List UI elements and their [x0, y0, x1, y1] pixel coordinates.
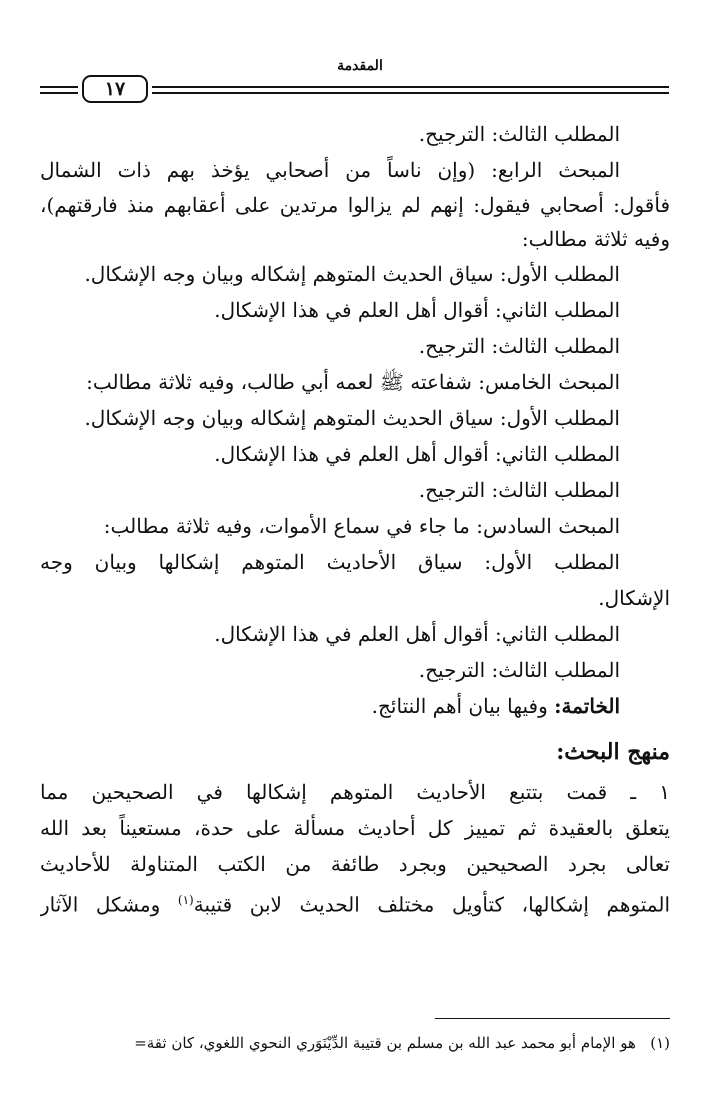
- page-number-box: [82, 75, 148, 103]
- text-line: المطلب الثاني: أقوال أهل العلم في هذا الإشكال.: [214, 442, 620, 466]
- conclusion-text: وفيها بيان أهم النتائج.: [371, 694, 555, 718]
- text-line: المطلب الثالث: الترجيح.: [418, 334, 620, 358]
- footnote-continuation-mark: =: [134, 1034, 147, 1052]
- text-line: المطلب الثالث: الترجيح.: [418, 122, 620, 146]
- footnote-reference[interactable]: (١): [177, 893, 194, 907]
- text-line: المطلب الثاني: أقوال أهل العلم في هذا الإشكال.: [214, 622, 620, 646]
- text-line: [40, 882, 670, 918]
- conclusion-label: الخاتمة:: [554, 694, 620, 718]
- text-line: المطلب الأول: سياق الحديث المتوهم إشكاله وبيان وجه الإشكال.: [84, 406, 620, 430]
- header-rule-right: [152, 86, 669, 94]
- header-rule-left: [40, 86, 78, 94]
- text-line: يتعلق بالعقيدة ثم تمييز كل أحاديث مسألة على حدة، مستعيناً بعد الله: [40, 816, 670, 840]
- text-line: المطلب الأول: سياق الأحاديث المتوهم إشكالها وبيان وجه: [40, 550, 620, 574]
- text-line: المطلب الأول: سياق الحديث المتوهم إشكاله وبيان وجه الإشكال.: [84, 262, 620, 286]
- text-line: المطلب الثالث: الترجيح.: [418, 478, 620, 502]
- text-line-end: ومشكل الآثار: [40, 892, 178, 917]
- running-header-title: المقدمة: [337, 58, 383, 74]
- text-line: المبحث الخامس: شفاعته ﷺ لعمه أبي طالب، وفيه ثلاثة مطالب:: [86, 370, 620, 394]
- body-text: [40, 116, 670, 918]
- text-line: المطلب الثالث: الترجيح.: [418, 658, 620, 682]
- section-heading: منهج البحث:: [556, 739, 670, 765]
- text-line: فأقول: أصحابي فيقول: إنهم لم يزالوا مرتدين على أعقابهم منذ فارقتهم)،: [40, 193, 670, 217]
- text-line: الإشكال.: [598, 586, 670, 610]
- text-line: المبحث السادس: ما جاء في سماع الأموات، وفيه ثلاثة مطالب:: [103, 514, 620, 538]
- text-line: المطلب الثاني: أقوال أهل العلم في هذا الإشكال.: [214, 298, 620, 322]
- page-number: ١٧: [104, 78, 126, 100]
- footnote-number: (١): [650, 1034, 670, 1052]
- conclusion-line: [40, 688, 670, 724]
- text-line-start: المتوهم إشكالها، كتأويل مختلف الحديث لابن قتيبة: [193, 892, 670, 917]
- footnote-separator: [435, 1018, 670, 1019]
- text-line: المبحث الرابع: (وإن ناساً من أصحابي يؤخذ بهم ذات الشمال: [40, 158, 620, 182]
- text-line: ١ ـ قمت بتتبع الأحاديث المتوهم إشكالها في الصحيحين مما: [40, 780, 670, 804]
- text-line: تعالى بجرد الصحيحين وبجرد طائفة من الكتب المتناولة للأحاديث: [40, 852, 670, 876]
- footnote: [40, 1030, 670, 1056]
- text-line: وفيه ثلاثة مطالب:: [521, 227, 670, 251]
- footnote-text: هو الإمام أبو محمد عبد الله بن مسلم بن قتيبة الدِّيْنَوَري النحوي اللغوي، كان ثقة: [146, 1034, 636, 1052]
